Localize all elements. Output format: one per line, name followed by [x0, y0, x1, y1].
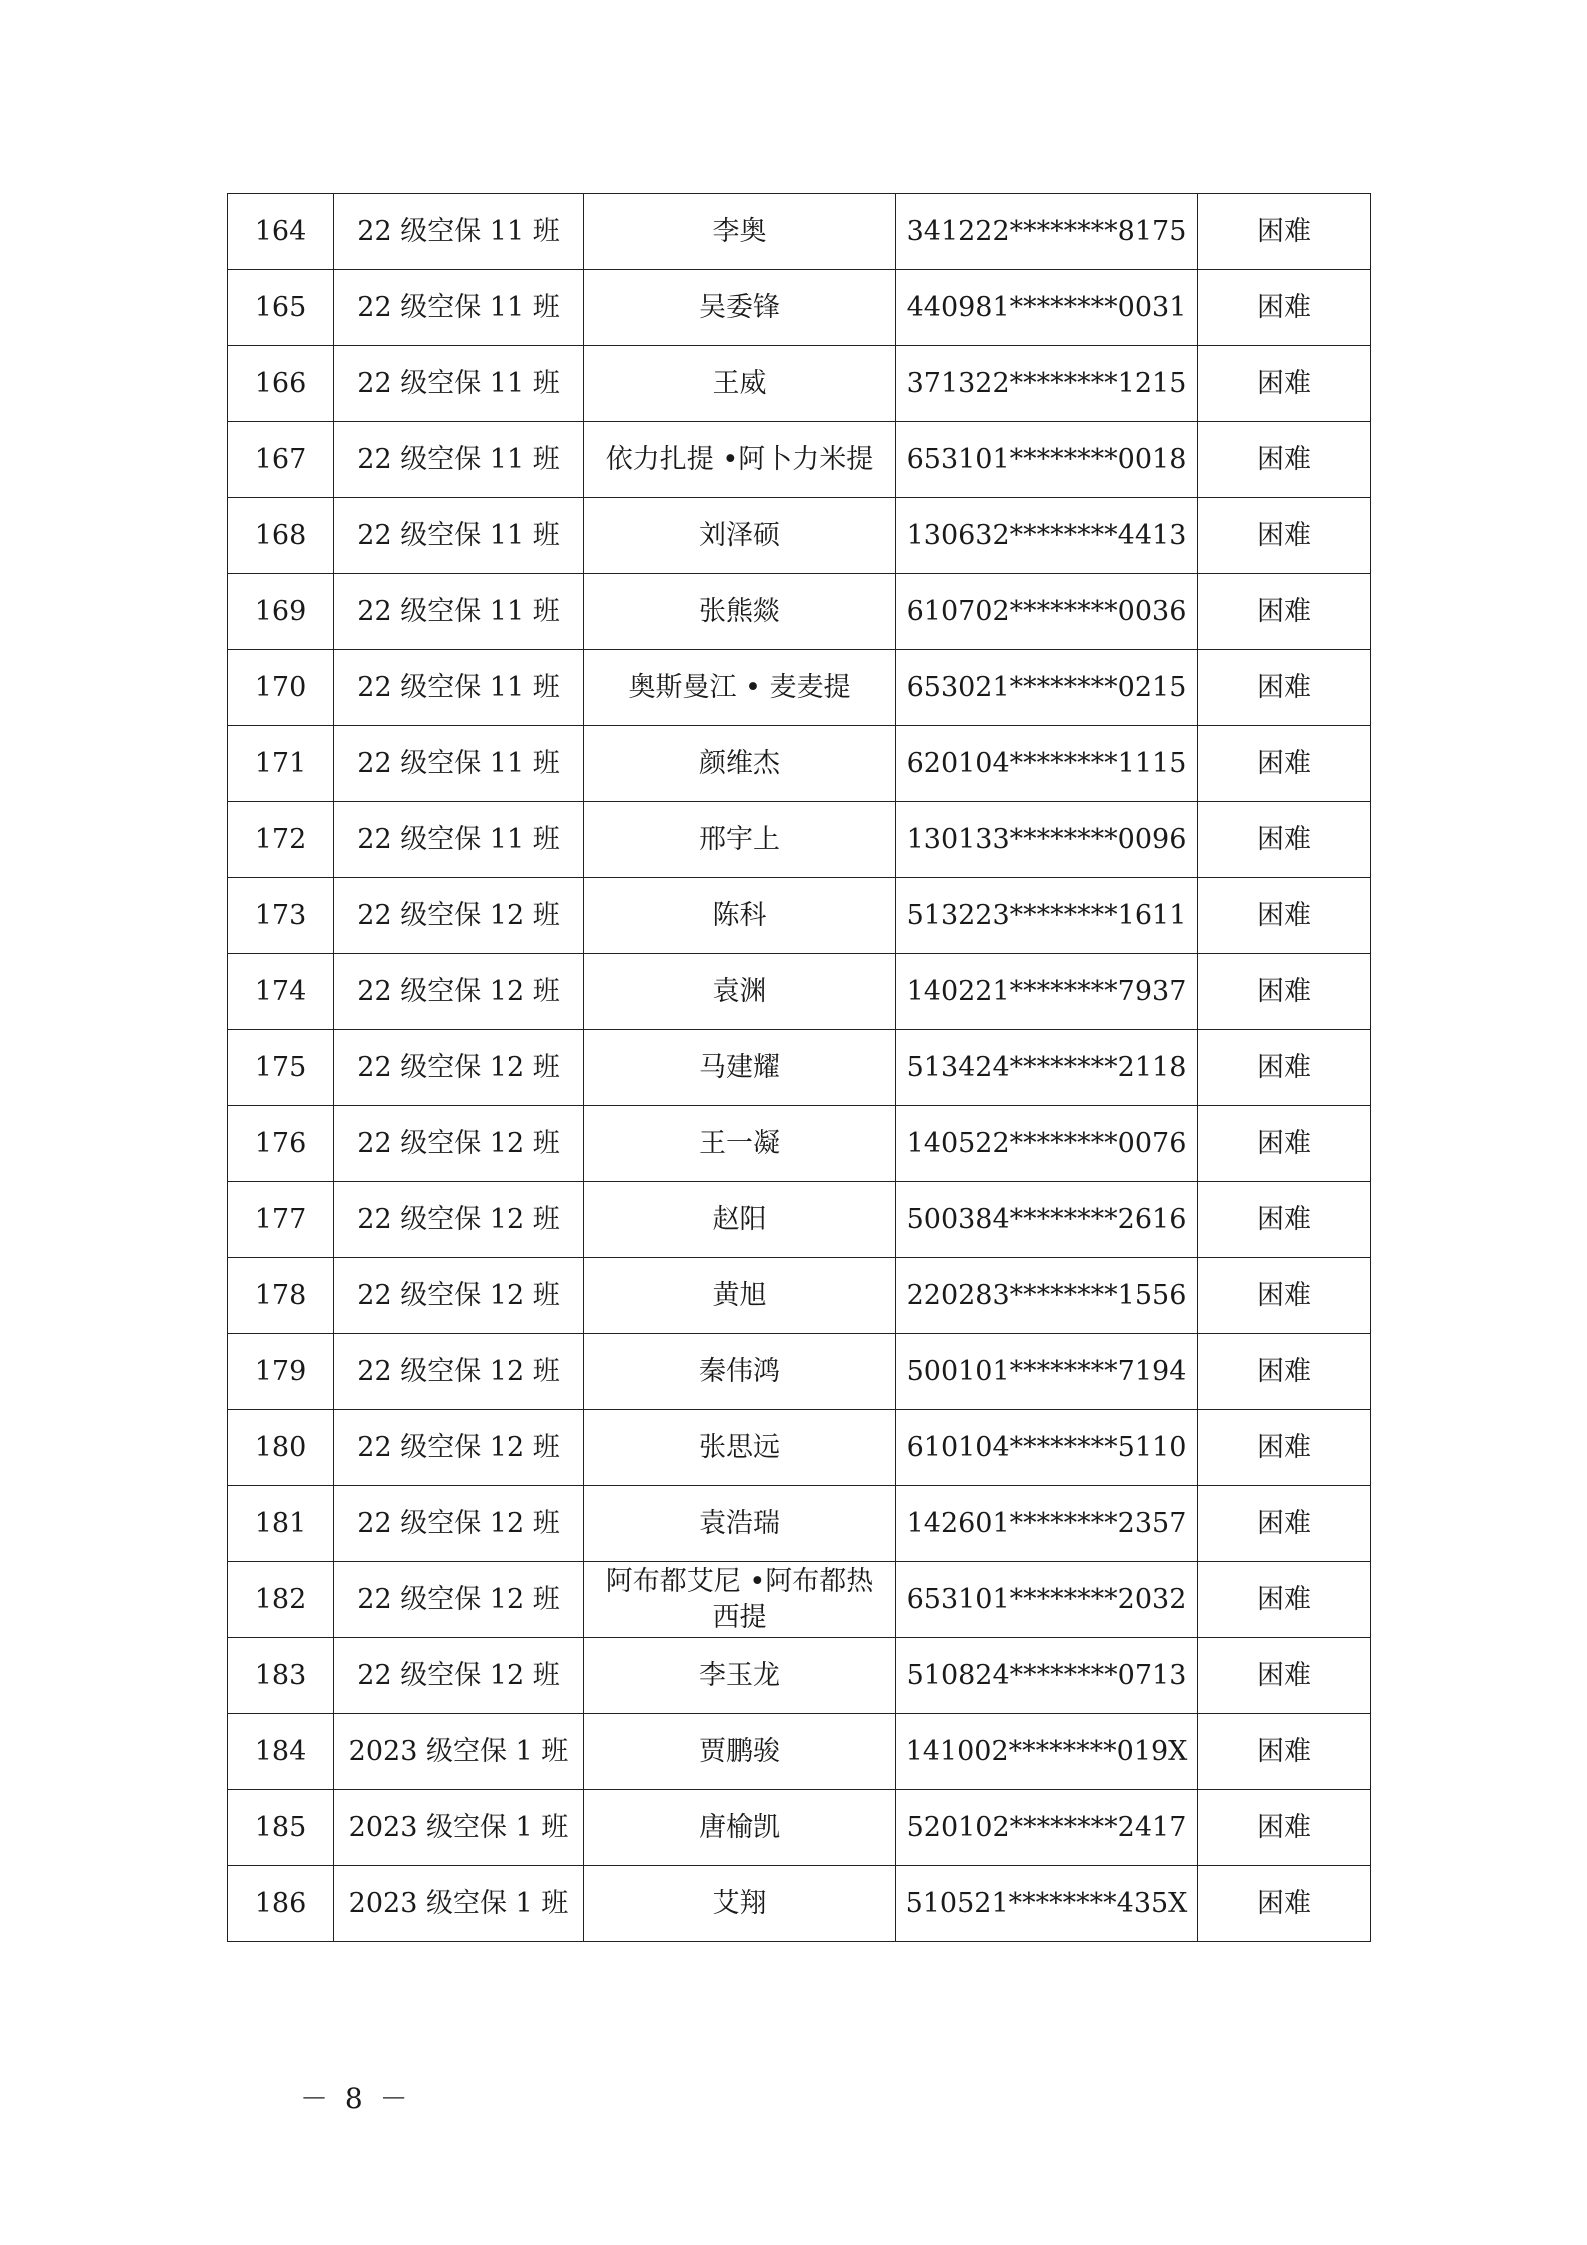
student-name: 黄旭 — [584, 1258, 896, 1334]
id-number: 520102********2417 — [896, 1790, 1198, 1866]
aid-status: 困难 — [1198, 1334, 1371, 1410]
aid-status: 困难 — [1198, 270, 1371, 346]
aid-status: 困难 — [1198, 1638, 1371, 1714]
row-number: 180 — [228, 1410, 334, 1486]
student-name: 赵阳 — [584, 1182, 896, 1258]
class-name: 22 级空保 11 班 — [334, 574, 584, 650]
table-body — [228, 194, 1371, 1942]
row-number: 175 — [228, 1030, 334, 1106]
row-number: 169 — [228, 574, 334, 650]
aid-status: 困难 — [1198, 346, 1371, 422]
row-number: 172 — [228, 802, 334, 878]
row-number: 186 — [228, 1866, 334, 1942]
row-number: 166 — [228, 346, 334, 422]
student-name: 马建耀 — [584, 1030, 896, 1106]
aid-status: 困难 — [1198, 954, 1371, 1030]
row-number: 168 — [228, 498, 334, 574]
class-name: 22 级空保 11 班 — [334, 346, 584, 422]
table-row — [228, 1106, 1371, 1182]
id-number: 620104********1115 — [896, 726, 1198, 802]
id-number: 510824********0713 — [896, 1638, 1198, 1714]
student-name: 阿布都艾尼 •阿布都热西提 — [584, 1562, 896, 1638]
aid-status: 困难 — [1198, 650, 1371, 726]
student-name: 王一凝 — [584, 1106, 896, 1182]
row-number: 164 — [228, 194, 334, 270]
student-name: 邢宇上 — [584, 802, 896, 878]
student-name: 李玉龙 — [584, 1638, 896, 1714]
table-row — [228, 1866, 1371, 1942]
row-number: 176 — [228, 1106, 334, 1182]
class-name: 2023 级空保 1 班 — [334, 1866, 584, 1942]
aid-status: 困难 — [1198, 1714, 1371, 1790]
class-name: 22 级空保 12 班 — [334, 1334, 584, 1410]
table-row — [228, 1410, 1371, 1486]
student-name: 袁渊 — [584, 954, 896, 1030]
class-name: 22 级空保 11 班 — [334, 422, 584, 498]
table-row — [228, 194, 1371, 270]
student-name: 秦伟鸿 — [584, 1334, 896, 1410]
row-number: 183 — [228, 1638, 334, 1714]
class-name: 22 级空保 12 班 — [334, 878, 584, 954]
table-row — [228, 1030, 1371, 1106]
aid-status: 困难 — [1198, 498, 1371, 574]
aid-status: 困难 — [1198, 1790, 1371, 1866]
student-name: 吴委锋 — [584, 270, 896, 346]
id-number: 130632********4413 — [896, 498, 1198, 574]
class-name: 2023 级空保 1 班 — [334, 1714, 584, 1790]
class-name: 22 级空保 11 班 — [334, 650, 584, 726]
page-number: － 8 － — [300, 2082, 412, 2115]
id-number: 510521********435X — [896, 1866, 1198, 1942]
id-number: 653101********0018 — [896, 422, 1198, 498]
student-name: 依力扎提 •阿卜力米提 — [584, 422, 896, 498]
table-row — [228, 1182, 1371, 1258]
id-number: 341222********8175 — [896, 194, 1198, 270]
student-name: 陈科 — [584, 878, 896, 954]
class-name: 22 级空保 12 班 — [334, 1638, 584, 1714]
student-table-container — [227, 193, 1370, 1942]
aid-status: 困难 — [1198, 878, 1371, 954]
aid-status: 困难 — [1198, 1258, 1371, 1334]
aid-status: 困难 — [1198, 1866, 1371, 1942]
student-name: 袁浩瑞 — [584, 1486, 896, 1562]
id-number: 140522********0076 — [896, 1106, 1198, 1182]
class-name: 22 级空保 12 班 — [334, 1562, 584, 1638]
id-number: 141002********019X — [896, 1714, 1198, 1790]
id-number: 220283********1556 — [896, 1258, 1198, 1334]
aid-status: 困难 — [1198, 1182, 1371, 1258]
student-name: 张熊燚 — [584, 574, 896, 650]
aid-status: 困难 — [1198, 1562, 1371, 1638]
table-row — [228, 1714, 1371, 1790]
row-number: 184 — [228, 1714, 334, 1790]
table-row — [228, 650, 1371, 726]
id-number: 610702********0036 — [896, 574, 1198, 650]
table-row — [228, 346, 1371, 422]
class-name: 22 级空保 12 班 — [334, 954, 584, 1030]
class-name: 22 级空保 11 班 — [334, 726, 584, 802]
table-row — [228, 574, 1371, 650]
aid-status: 困难 — [1198, 726, 1371, 802]
row-number: 171 — [228, 726, 334, 802]
aid-status: 困难 — [1198, 1410, 1371, 1486]
student-name: 艾翔 — [584, 1866, 896, 1942]
student-name: 贾鹏骏 — [584, 1714, 896, 1790]
row-number: 167 — [228, 422, 334, 498]
aid-status: 困难 — [1198, 422, 1371, 498]
table-row — [228, 954, 1371, 1030]
table-row — [228, 1562, 1371, 1638]
table-row — [228, 1334, 1371, 1410]
row-number: 181 — [228, 1486, 334, 1562]
table-row — [228, 726, 1371, 802]
student-name: 刘泽硕 — [584, 498, 896, 574]
student-name: 张思远 — [584, 1410, 896, 1486]
class-name: 22 级空保 12 班 — [334, 1106, 584, 1182]
id-number: 653101********2032 — [896, 1562, 1198, 1638]
table-row — [228, 1638, 1371, 1714]
table-row — [228, 1258, 1371, 1334]
id-number: 610104********5110 — [896, 1410, 1198, 1486]
row-number: 179 — [228, 1334, 334, 1410]
row-number: 185 — [228, 1790, 334, 1866]
table-row — [228, 422, 1371, 498]
student-name: 王威 — [584, 346, 896, 422]
id-number: 513223********1611 — [896, 878, 1198, 954]
id-number: 513424********2118 — [896, 1030, 1198, 1106]
aid-status: 困难 — [1198, 194, 1371, 270]
id-number: 500384********2616 — [896, 1182, 1198, 1258]
id-number: 653021********0215 — [896, 650, 1198, 726]
id-number: 130133********0096 — [896, 802, 1198, 878]
class-name: 22 级空保 12 班 — [334, 1182, 584, 1258]
class-name: 22 级空保 11 班 — [334, 194, 584, 270]
table-row — [228, 802, 1371, 878]
row-number: 165 — [228, 270, 334, 346]
row-number: 182 — [228, 1562, 334, 1638]
aid-status: 困难 — [1198, 1030, 1371, 1106]
id-number: 440981********0031 — [896, 270, 1198, 346]
aid-status: 困难 — [1198, 574, 1371, 650]
row-number: 174 — [228, 954, 334, 1030]
row-number: 178 — [228, 1258, 334, 1334]
student-name: 唐榆凯 — [584, 1790, 896, 1866]
id-number: 142601********2357 — [896, 1486, 1198, 1562]
student-name: 李奥 — [584, 194, 896, 270]
class-name: 22 级空保 11 班 — [334, 802, 584, 878]
id-number: 371322********1215 — [896, 346, 1198, 422]
class-name: 22 级空保 12 班 — [334, 1486, 584, 1562]
id-number: 500101********7194 — [896, 1334, 1198, 1410]
id-number: 140221********7937 — [896, 954, 1198, 1030]
class-name: 22 级空保 12 班 — [334, 1030, 584, 1106]
table-row — [228, 270, 1371, 346]
table-row — [228, 1486, 1371, 1562]
row-number: 177 — [228, 1182, 334, 1258]
class-name: 22 级空保 11 班 — [334, 498, 584, 574]
row-number: 170 — [228, 650, 334, 726]
class-name: 22 级空保 12 班 — [334, 1410, 584, 1486]
student-aid-table — [227, 193, 1371, 1942]
table-row — [228, 878, 1371, 954]
aid-status: 困难 — [1198, 1106, 1371, 1182]
row-number: 173 — [228, 878, 334, 954]
class-name: 22 级空保 11 班 — [334, 270, 584, 346]
student-name: 颜维杰 — [584, 726, 896, 802]
student-name: 奥斯曼江 • 麦麦提 — [584, 650, 896, 726]
class-name: 2023 级空保 1 班 — [334, 1790, 584, 1866]
class-name: 22 级空保 12 班 — [334, 1258, 584, 1334]
aid-status: 困难 — [1198, 802, 1371, 878]
aid-status: 困难 — [1198, 1486, 1371, 1562]
table-row — [228, 498, 1371, 574]
table-row — [228, 1790, 1371, 1866]
